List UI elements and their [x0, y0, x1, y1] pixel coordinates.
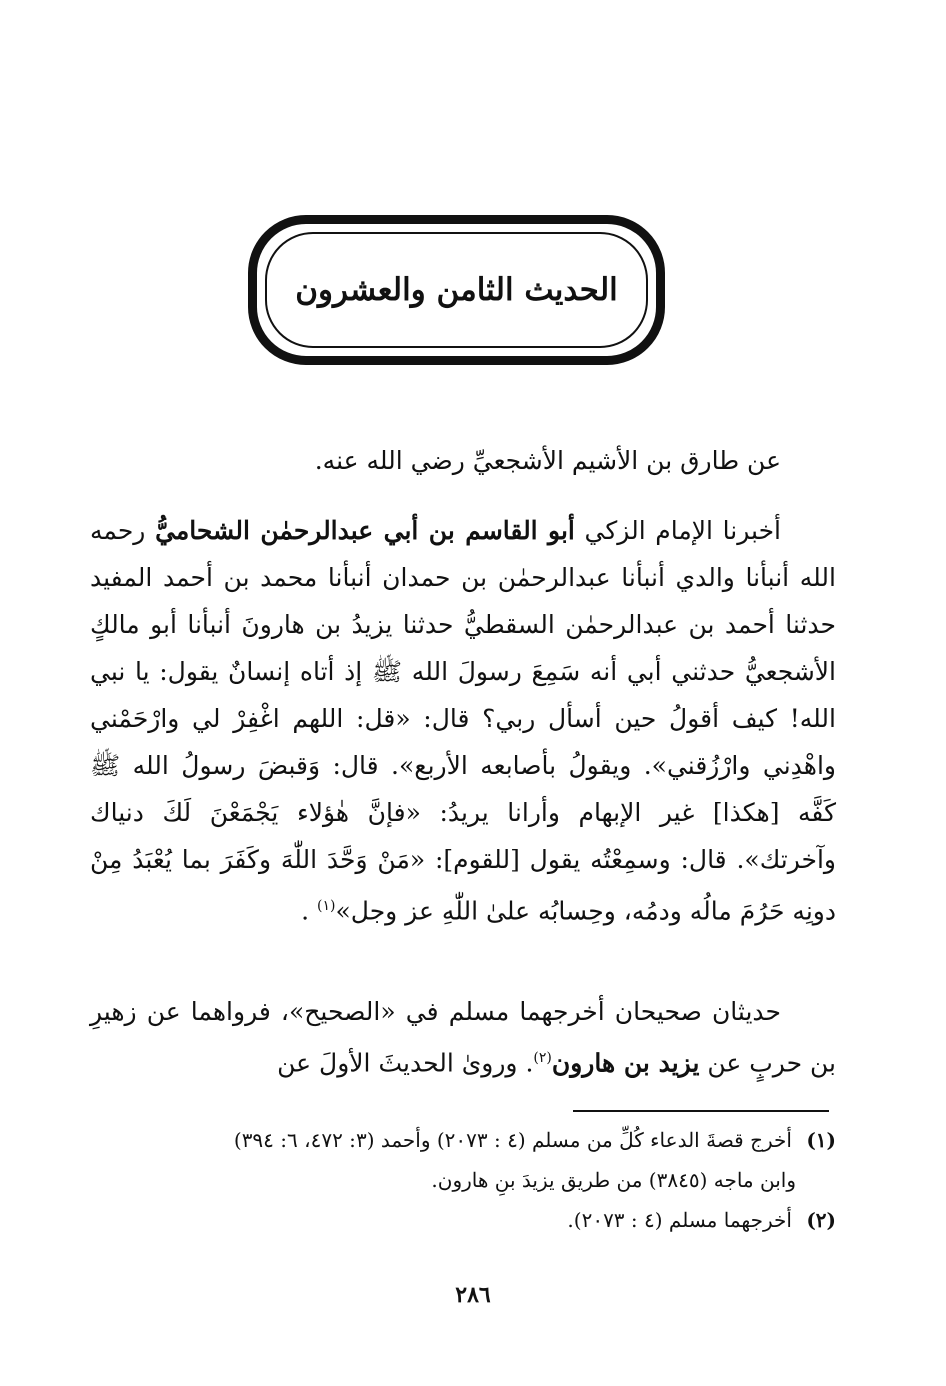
footnote-2: [85, 1200, 836, 1240]
hadith-text: رحمه الله أنبأنا والدي أنبأنا عبدالرحمٰن بن حمدان أنبأنا محمد بن أحمد المفيد حدثنا أحمد بن عبدالرحمٰن السقطيُّ حدثنا يزيدُ بن هارونَ أنبأنا أبو مالكٍ الأشجعيُّ حدثني أبي أنه سَمِعَ رسولَ الله ﷺ إذ أتاه إنسانٌ يقول: يا نبي الله! كيف أقولُ حين أسأل ربي؟ قال: «قل: اللهم اغْفِرْ لي وارْحَمْني واهْدِني وارْزُقني». ويقولُ بأصابعه الأربع». قال: وَقبضَ رسولُ الله ﷺ كَفَّه [هكذا] غير الإبهام وأرانا يريدُ: «فإنَّ هٰؤلاء يَجْمَعْنَ لَكَ دنياك وآخرتك». قال: وسمِعْتُه يقول [للقوم]: «مَنْ وَحَّدَ اللّٰهَ وكَفَرَ بما يُعْبَدُ مِنْ دونِه حَرُمَ مالُه ودمُه، وحِسابُه علىٰ اللّٰهِ عز وجل»: [90, 516, 836, 926]
narrator-bold-name: أبو القاسم بن أبي عبدالرحمٰن الشحاميُّ: [155, 516, 575, 545]
hadith-paragraph: [90, 507, 836, 934]
narrator-intro: عن طارق بن الأشيم الأشجعيِّ رضي الله عنه.: [314, 446, 781, 475]
narrator-bold-name-2: يزيد بن هارون: [551, 1048, 700, 1078]
footnote-number: (١): [806, 1128, 836, 1152]
footnote-1-continuation: وابن ماجه (٣٨٤٥) من طريق يزيدَ بنِ هارون.: [431, 1168, 796, 1192]
footnote-number: (٢): [806, 1208, 836, 1232]
commentary-text-2: . وروىٰ الحديثَ الأولَ عن: [277, 1048, 534, 1078]
footnote-ref-1[interactable]: (١): [317, 898, 336, 914]
commentary-text-1: حديثان صحيحان أخرجهما مسلم في «الصحيح»، فرواهما عن زهيرِ بن حربٍ عن: [90, 997, 836, 1078]
footnote-ref-2[interactable]: (٢): [533, 1050, 552, 1066]
chapter-title-frame: [248, 215, 665, 365]
footnote-separator: [573, 1110, 829, 1112]
footnote-text: أخرجهما مسلم (٤ : ٢٠٧٣).: [567, 1208, 792, 1232]
paragraph-end: .: [301, 896, 310, 926]
page-number: ٢٨٦: [455, 1282, 491, 1308]
footnote-1: [85, 1120, 836, 1160]
footnote-text: أخرج قصةَ الدعاء كُلِّ من مسلم (٤ : ٢٠٧٣) وأحمد (٣: ٤٧٢، ٦: ٣٩٤): [233, 1128, 792, 1152]
chapter-title: الحديث الثامن والعشرون: [295, 272, 618, 308]
isnad-lead: أخبرنا الإمام الزكي: [584, 516, 781, 545]
footnotes: [85, 1120, 836, 1240]
commentary-paragraph: [90, 988, 836, 1086]
